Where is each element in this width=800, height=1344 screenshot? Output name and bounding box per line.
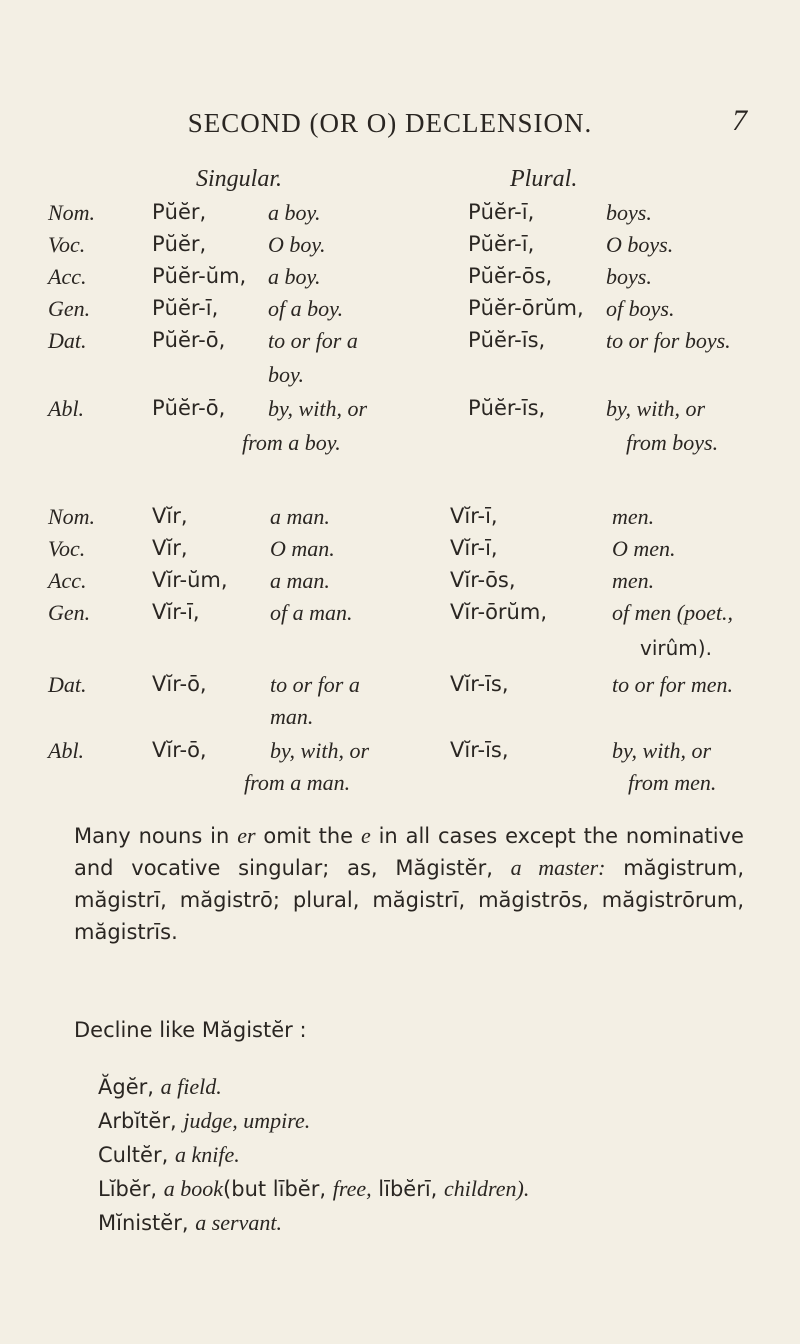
note-meaning: children). — [444, 1176, 530, 1201]
plural-form: Pŭĕr-ī, — [468, 200, 535, 224]
singular-meaning: a boy. — [268, 264, 321, 289]
english-meaning: judge, umpire. — [183, 1108, 311, 1133]
plural-meaning: O men. — [612, 536, 676, 561]
note-text: (but lībĕr, — [223, 1177, 327, 1201]
singular-form: Pŭĕr, — [152, 232, 207, 256]
page-header: SECOND (OR O) DECLENSION. — [187, 108, 593, 138]
singular-meaning-continued: from a boy. — [242, 430, 341, 455]
plural-meaning: of men (poet., — [612, 600, 733, 625]
latin-word: Ăgĕr, — [98, 1075, 154, 1099]
case-label: Voc. — [48, 536, 86, 561]
case-label: Gen. — [48, 296, 91, 321]
note-meaning: free, — [332, 1176, 372, 1201]
plural-meaning: to or for boys. — [606, 328, 731, 353]
explanatory-paragraph — [74, 820, 744, 948]
table-row — [0, 232, 800, 262]
paragraph-text: in all cases except the nominative and vocative singular; as, Măgistĕr, — [74, 824, 744, 880]
case-label: Dat. — [48, 328, 87, 353]
plural-form: Vĭr-ōs, — [450, 568, 516, 592]
plural-form: Pŭĕr-īs, — [468, 396, 546, 420]
table-row — [0, 296, 800, 326]
singular-meaning: a man. — [270, 504, 330, 529]
singular-meaning-continued: man. — [270, 704, 314, 729]
plural-form: Vĭr-īs, — [450, 738, 509, 762]
plural-heading: Plural. — [510, 166, 578, 192]
singular-meaning: a boy. — [268, 200, 321, 225]
singular-meaning-continued: boy. — [268, 362, 305, 387]
singular-form: Vĭr-ī, — [152, 600, 200, 624]
english-meaning: a servant. — [195, 1210, 282, 1235]
table-row — [0, 200, 800, 230]
singular-form: Pŭĕr-ō, — [152, 396, 226, 420]
plural-meaning: O boys. — [606, 232, 674, 257]
list-item — [98, 1142, 240, 1168]
case-label: Voc. — [48, 232, 86, 257]
plural-form: Vĭr-īs, — [450, 672, 509, 696]
paragraph-text: Many nouns in — [74, 824, 238, 848]
case-label: Abl. — [48, 738, 85, 763]
singular-form: Vĭr-ō, — [152, 672, 207, 696]
singular-meaning: by, with, or — [270, 738, 370, 763]
latin-word: Cultĕr, — [98, 1143, 169, 1167]
singular-meaning: to or for a — [268, 328, 358, 353]
singular-form: Vĭr-ō, — [152, 738, 207, 762]
english-meaning: a knife. — [174, 1142, 240, 1167]
paragraph-text: măgistrum, măgistrī, măgistrō; plural, măgistrī, măgistrōs, măgistrōrum, măgistrīs. — [74, 856, 744, 944]
plural-meaning: to or for men. — [612, 672, 733, 697]
plural-form: Vĭr-ī, — [450, 536, 498, 560]
plural-form: Pŭĕr-īs, — [468, 328, 546, 352]
list-item — [98, 1210, 282, 1236]
table-row — [0, 738, 800, 768]
singular-meaning: a man. — [270, 568, 330, 593]
decline-label: Decline like Măgistĕr : — [74, 1018, 307, 1042]
case-label: Acc. — [48, 264, 87, 289]
latin-word: Mĭnistĕr, — [98, 1211, 189, 1235]
paragraph-emphasis: er — [237, 823, 256, 848]
singular-form: Pŭĕr-ō, — [152, 328, 226, 352]
table-row — [0, 396, 800, 426]
plural-meaning: men. — [612, 504, 655, 529]
paragraph-text: omit the — [255, 824, 361, 848]
table-row — [0, 264, 800, 294]
plural-meaning: men. — [612, 568, 655, 593]
singular-form: Pŭĕr, — [152, 200, 207, 224]
singular-form: Pŭĕr-ŭm, — [152, 264, 247, 288]
plural-meaning-continued: from boys. — [626, 430, 719, 455]
list-item — [98, 1176, 529, 1202]
table-row — [0, 600, 800, 630]
plural-form: Pŭĕr-ōrŭm, — [468, 296, 584, 320]
paragraph-emphasis: e — [360, 823, 371, 848]
latin-word: Arbĭtĕr, — [98, 1109, 177, 1133]
singular-meaning: O boy. — [268, 232, 326, 257]
singular-form: Vĭr, — [152, 504, 188, 528]
english-meaning: a book — [163, 1176, 224, 1201]
table-row — [0, 568, 800, 598]
case-label: Abl. — [48, 396, 85, 421]
english-meaning: a field. — [160, 1074, 222, 1099]
singular-form: Vĭr-ŭm, — [152, 568, 228, 592]
paragraph-emphasis: a master: — [510, 855, 606, 880]
plural-form: Pŭĕr-ōs, — [468, 264, 553, 288]
plural-meaning: of boys. — [606, 296, 675, 321]
case-label: Gen. — [48, 600, 91, 625]
case-label: Nom. — [48, 504, 96, 529]
plural-meaning: boys. — [606, 264, 652, 289]
case-label: Dat. — [48, 672, 87, 697]
singular-meaning: by, with, or — [268, 396, 368, 421]
plural-form: Vĭr-ōrŭm, — [450, 600, 547, 624]
list-item — [98, 1108, 310, 1134]
table-row — [0, 536, 800, 566]
case-label: Acc. — [48, 568, 87, 593]
plural-meaning-continued: from men. — [628, 770, 717, 795]
singular-meaning: O man. — [270, 536, 335, 561]
note-text: lībĕrī, — [378, 1177, 438, 1201]
singular-form: Pŭĕr-ī, — [152, 296, 219, 320]
plural-meaning: by, with, or — [612, 738, 712, 763]
case-label: Nom. — [48, 200, 96, 225]
singular-meaning-continued: from a man. — [244, 770, 351, 795]
singular-form: Vĭr, — [152, 536, 188, 560]
page-number: 7 — [732, 104, 747, 137]
table-row — [0, 504, 800, 534]
singular-meaning: of a boy. — [268, 296, 344, 321]
table-row — [0, 672, 800, 702]
list-item — [98, 1074, 222, 1100]
singular-heading: Singular. — [196, 166, 283, 192]
plural-form: Vĭr-ī, — [450, 504, 498, 528]
plural-form: Pŭĕr-ī, — [468, 232, 535, 256]
plural-meaning-continued: virûm). — [640, 636, 712, 660]
singular-meaning: to or for a — [270, 672, 360, 697]
latin-word: Lĭbĕr, — [98, 1177, 158, 1201]
plural-meaning: by, with, or — [606, 396, 706, 421]
singular-meaning: of a man. — [270, 600, 353, 625]
plural-meaning: boys. — [606, 200, 652, 225]
table-row — [0, 328, 800, 358]
